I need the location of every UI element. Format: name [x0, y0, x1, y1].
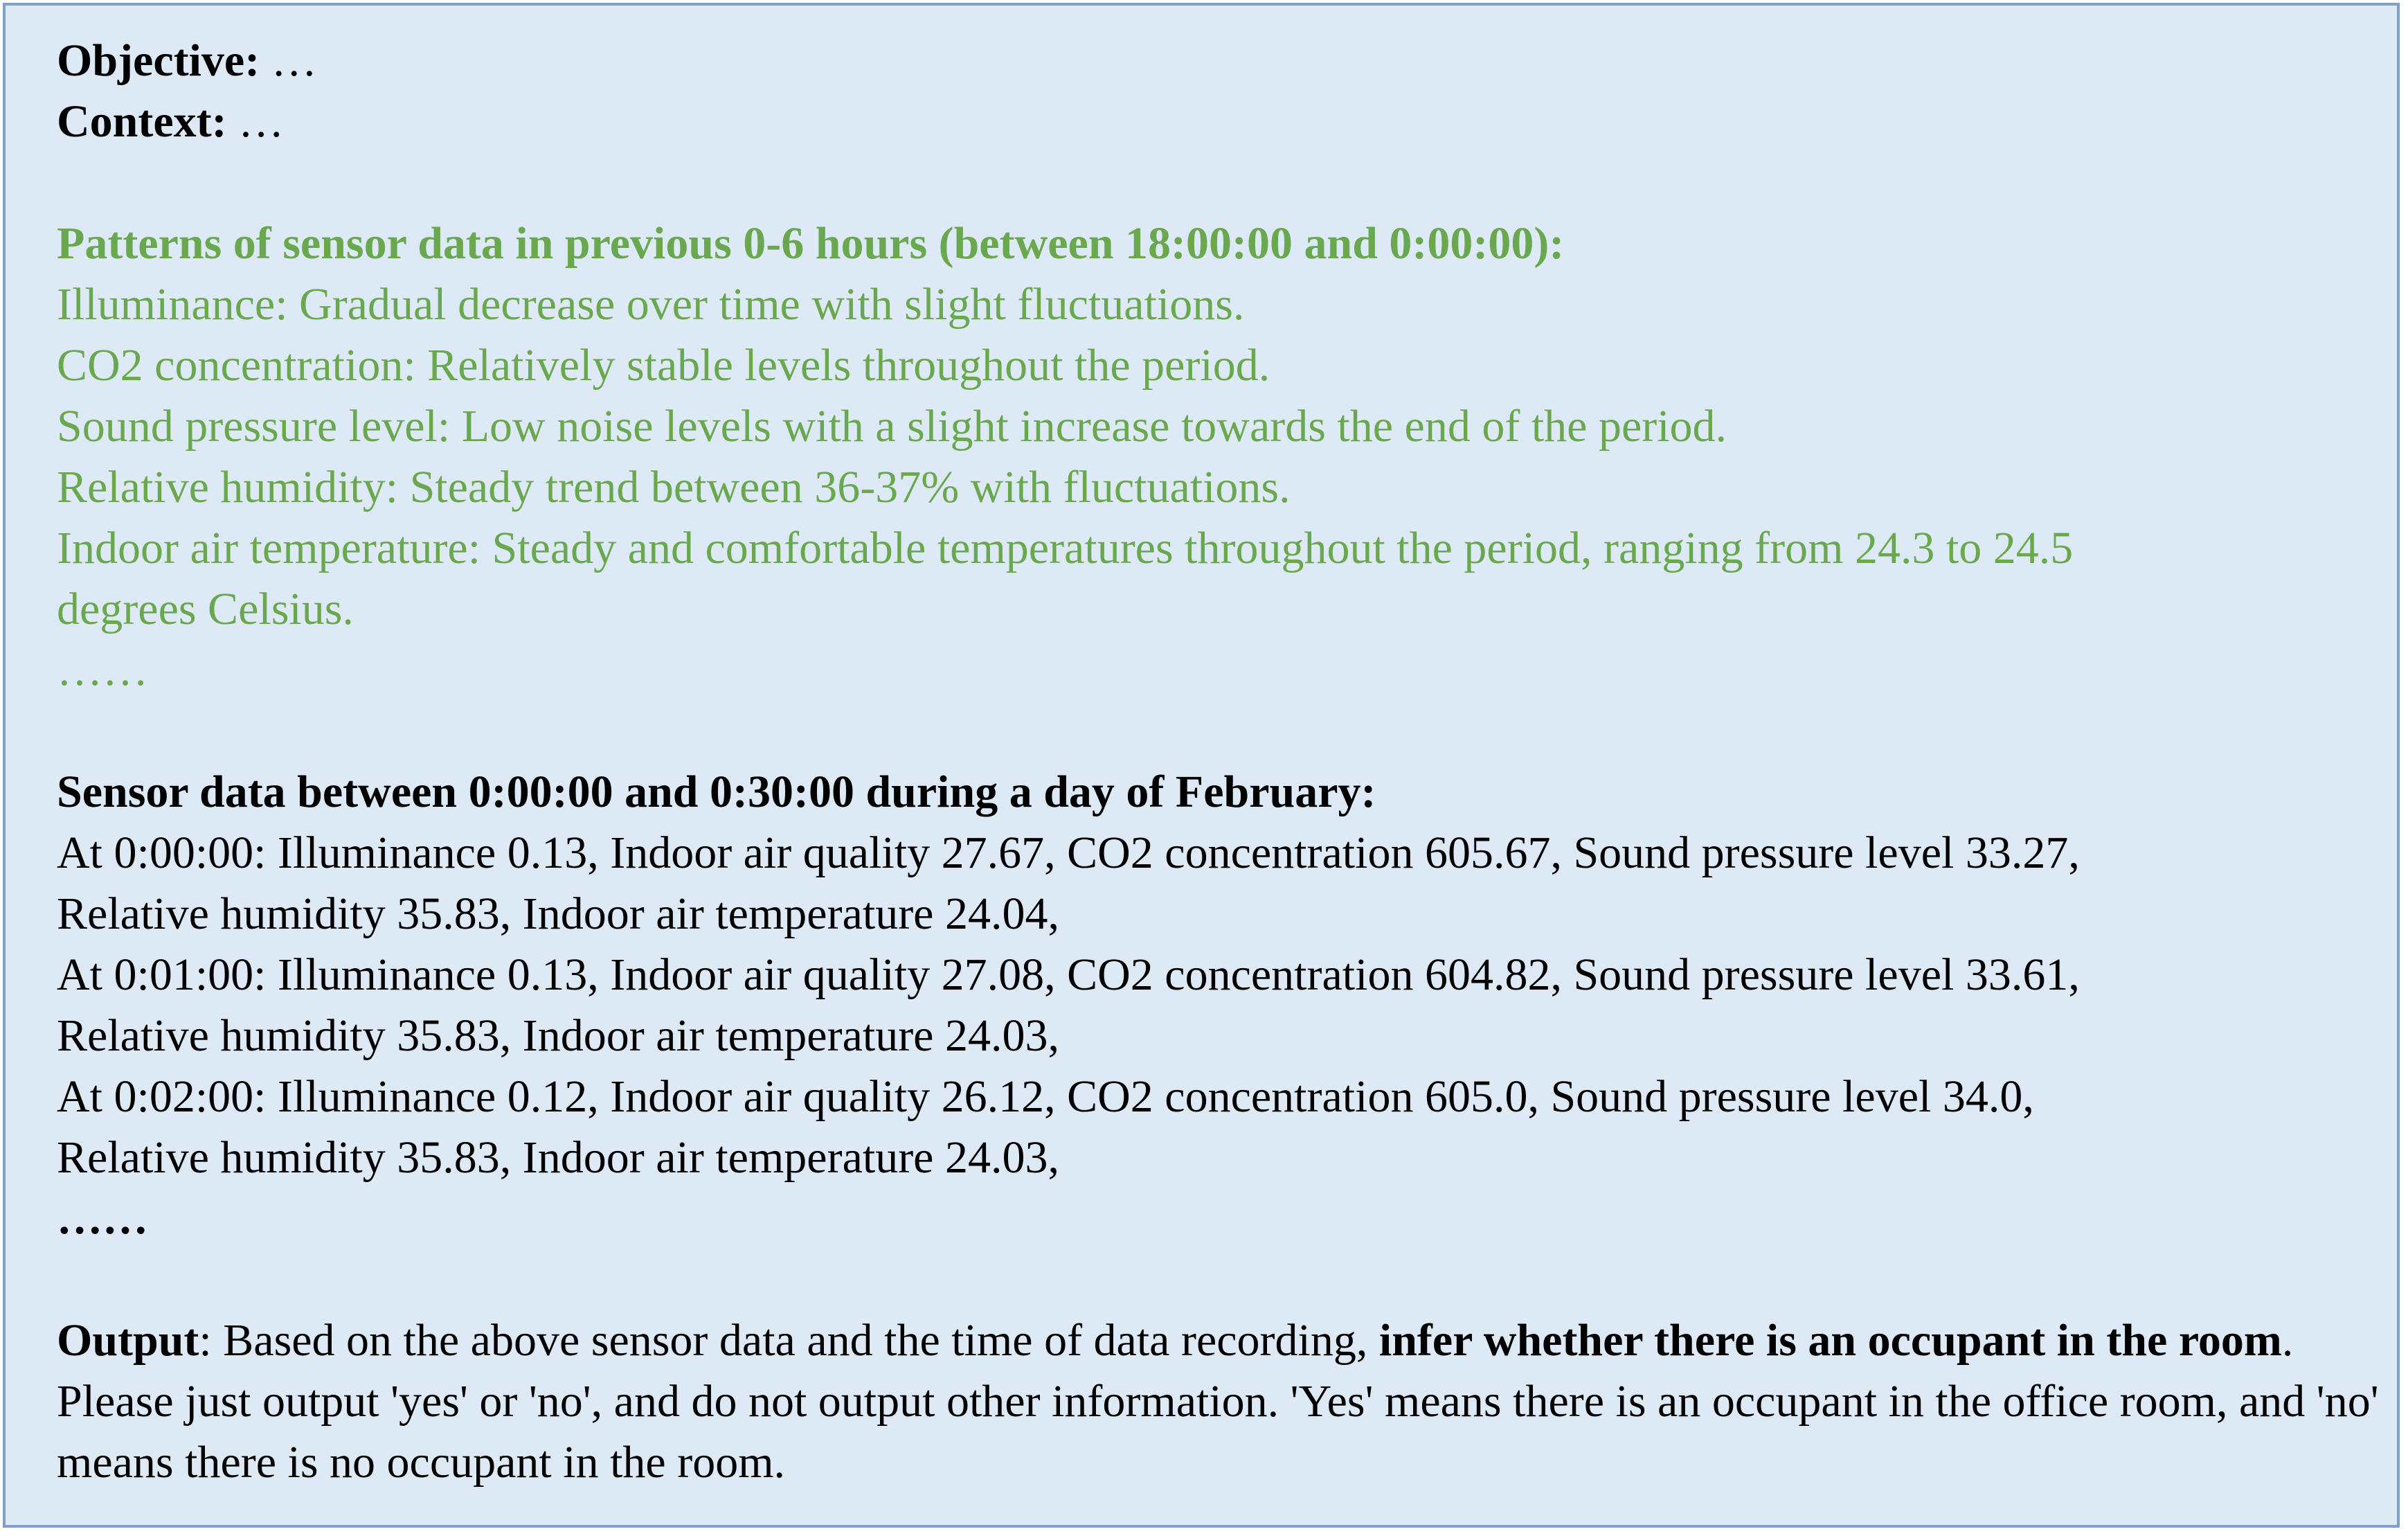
pattern-line: Sound pressure level: Low noise levels with a slight increase towards the end of the period. [57, 401, 1727, 452]
spacer [57, 152, 2369, 213]
sensor-line: At 0:00:00: Illuminance 0.13, Indoor air quality 27.67, CO2 concentration 605.67, Sound pressure level 33.27, [57, 828, 2080, 878]
patterns-ellipsis: …… [57, 645, 148, 695]
sensor-line: At 0:02:00: Illuminance 0.12, Indoor air quality 26.12, CO2 concentration 605.0, Sound pressure level 34.0, [57, 1071, 2034, 1122]
spacer [57, 701, 2369, 762]
output-instruction: infer whether there is an occupant in the room [1378, 1315, 2282, 1366]
pattern-line: degrees Celsius. [57, 584, 354, 634]
objective-value: … [260, 35, 317, 86]
sensor-ellipsis: …… [57, 1193, 148, 1244]
context-line [57, 91, 2369, 152]
prompt-panel [3, 3, 2400, 1528]
spacer [57, 1249, 2369, 1310]
context-value: … [226, 96, 285, 147]
output-paragraph [57, 1310, 2390, 1493]
pattern-line: Indoor air temperature: Steady and comfortable temperatures throughout the period, ranging from 24.3 to 24.5 [57, 523, 2074, 573]
pattern-line: CO2 concentration: Relatively stable levels throughout the period. [57, 340, 1270, 391]
sensor-line: Relative humidity 35.83, Indoor air temperature 24.04, [57, 888, 1059, 939]
pattern-line: Relative humidity: Steady trend between 36-37% with fluctuations. [57, 462, 1291, 512]
patterns-heading: Patterns of sensor data in previous 0-6 hours (between 18:00:00 and 0:00:00): [57, 218, 1565, 269]
objective-line [57, 30, 2369, 91]
sensor-line: At 0:01:00: Illuminance 0.13, Indoor air quality 27.08, CO2 concentration 604.82, Sound pressure level 33.61, [57, 949, 2080, 1000]
output-text-2: . Please just output 'yes' or 'no', and do not output other information. 'Yes' means there is an occupant in the office room, and 'no' means there is no occupant in the room. [57, 1315, 2379, 1488]
sensor-heading: Sensor data between 0:00:00 and 0:30:00 during a day of February: [57, 767, 1376, 817]
pattern-line: Illuminance: Gradual decrease over time with slight fluctuations. [57, 279, 1245, 330]
output-label: Output [57, 1315, 199, 1366]
objective-label: Objective: [57, 35, 260, 86]
sensor-line: Relative humidity 35.83, Indoor air temperature 24.03, [57, 1132, 1059, 1183]
sensor-line: Relative humidity 35.83, Indoor air temperature 24.03, [57, 1010, 1059, 1061]
output-text-1: : Based on the above sensor data and the time of data recording, [199, 1315, 1379, 1366]
context-label: Context: [57, 96, 227, 147]
